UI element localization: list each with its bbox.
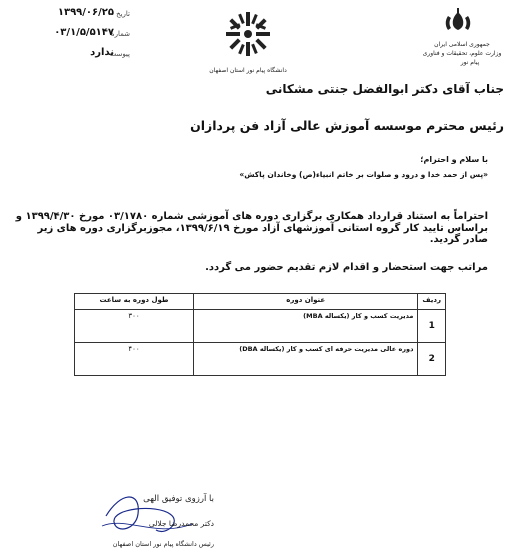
table-header-row xyxy=(75,294,446,310)
row-number: 2 xyxy=(418,343,446,376)
ministry-caption-3: پیام نور xyxy=(460,59,480,66)
header-course-title: عنوان دوره xyxy=(194,294,418,310)
course-hours: ۳۰۰ xyxy=(75,310,194,343)
body-paragraph-1: احتراماً به استناد قرارداد همکاری برگزاری دوره های آموزشی شماره ۰۳/۱۷۸۰ مورخ ۱۳۹۹/۴/۳۰ و براساس تایید کار گروه استانی آموزشهای آزاد مورخ ۱۳۹۹/۶/۱۹، مجوزبرگزاری دوره های زیر صادر گردید. xyxy=(15,211,488,245)
signature-line-1: با آرزوی توفیق الهی xyxy=(143,494,214,504)
date-row xyxy=(20,8,130,28)
course-title: دوره عالی مدیریت حرفه ای کسب و کار (یکساله DBA) xyxy=(194,343,418,376)
ministry-caption-1: جمهوری اسلامی ایران xyxy=(434,41,490,48)
recipient-title: رئیس محترم موسسه آموزش عالی آزاد فن پردازان xyxy=(190,118,504,133)
signature-block xyxy=(96,486,226,550)
letter-meta xyxy=(20,8,130,68)
greeting: با سلام و احترام؛ xyxy=(420,155,488,164)
university-logo xyxy=(198,8,298,78)
number-label: شماره xyxy=(110,30,130,38)
attachment-label: پیوست xyxy=(109,50,130,58)
course-title: مدیریت کسب و کار (یکساله MBA) xyxy=(194,310,418,343)
header-row-number: ردیف xyxy=(418,294,446,310)
courses-table xyxy=(74,293,446,376)
ministry-caption-2: وزارت علوم، تحقیقات و فناوری xyxy=(422,50,502,57)
header-course-hours: طول دوره به ساعت xyxy=(75,294,194,310)
iran-emblem-icon xyxy=(410,6,506,78)
salawat-line: «پس از حمد خدا و درود و صلوات بر خاتم انبیاء(ص) وخاندان پاکش» xyxy=(239,170,488,179)
table-row xyxy=(75,310,446,343)
university-logo-icon xyxy=(198,8,298,78)
course-hours: ۴۰۰ xyxy=(75,343,194,376)
recipient-name: جناب آقای دکتر ابوالفضل جنتی مشکانی xyxy=(265,82,504,96)
attachment-row xyxy=(20,48,130,68)
signature-line-2: دکتر محمدرضا جلالی xyxy=(148,519,214,528)
signature-scribble-icon xyxy=(96,486,226,550)
body-paragraph-2: مراتب جهت استحضار و اقدام لازم تقدیم حضور می گردد. xyxy=(205,262,488,273)
date-value: ۱۳۹۹/۰۶/۲۵ xyxy=(57,7,114,18)
date-label: تاریخ xyxy=(116,10,130,18)
row-number: 1 xyxy=(418,310,446,343)
table-row xyxy=(75,343,446,376)
attachment-value: ندارد xyxy=(90,47,114,58)
number-row xyxy=(20,28,130,48)
number-value: ۰۳/۱/۵/۵۱۴۷ xyxy=(54,27,114,38)
ministry-logo xyxy=(410,6,506,78)
university-logo-caption: دانشگاه پیام نور استان اصفهان xyxy=(209,67,287,74)
signature-line-3: رئیس دانشگاه پیام نور استان اصفهان xyxy=(112,540,214,548)
